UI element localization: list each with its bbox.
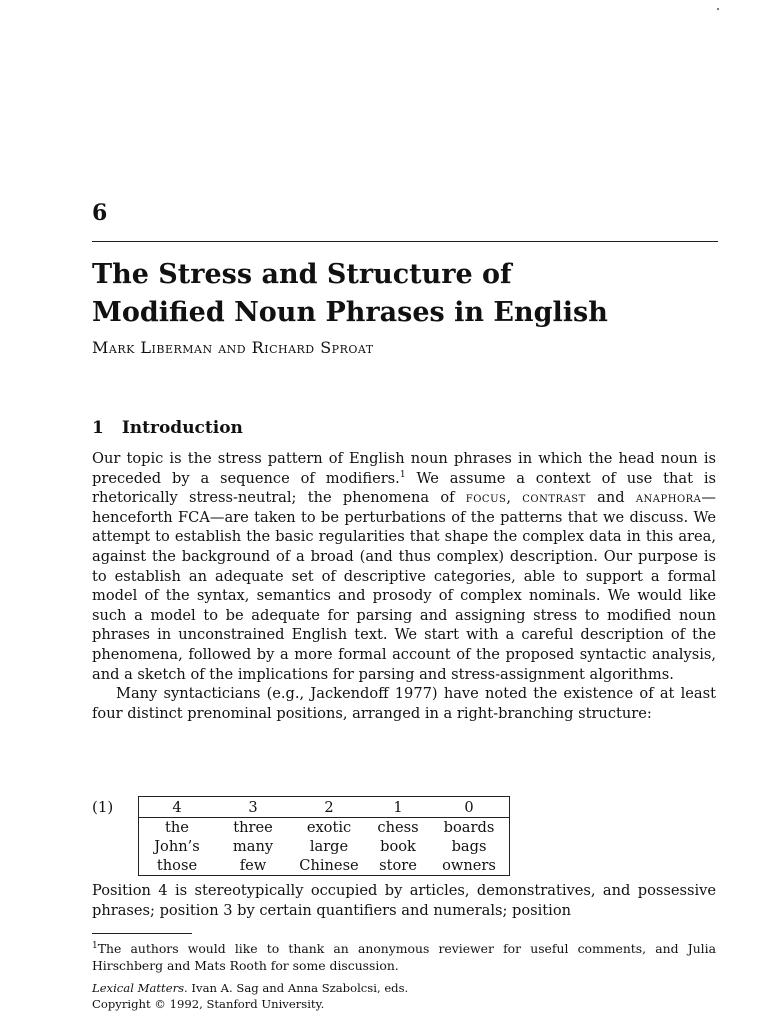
title-line-2: Modified Noun Phrases in English bbox=[92, 297, 608, 328]
source-info bbox=[92, 980, 408, 1012]
header-cell: 1 bbox=[367, 797, 429, 818]
table-cell: those bbox=[156, 857, 198, 874]
position-table bbox=[138, 796, 510, 876]
table-row bbox=[139, 818, 510, 838]
body-text bbox=[92, 449, 716, 723]
footnote-text: The authors would like to thank an anonymous reviewer for useful comments, and Julia Hirschberg and Mats Rooth for some discussion. bbox=[92, 941, 716, 973]
p1-text-a: Our topic is the stress pattern of English noun phrases in which the head noun is preceded by a sequence of modifiers. bbox=[92, 450, 716, 487]
paragraph-2: Many syntacticians (e.g., Jackendoff 1977) have noted the existence of at least four distinct prenominal positions, arranged in a right-branching structure: bbox=[92, 685, 716, 722]
table-cell: chess bbox=[377, 819, 419, 836]
table-cell: Chinese bbox=[299, 857, 359, 874]
table-cell: store bbox=[379, 857, 417, 874]
table-cell: book bbox=[380, 838, 416, 855]
example-label: (1) bbox=[92, 798, 114, 816]
p1-comma: , bbox=[506, 489, 523, 507]
term-focus: focus bbox=[465, 489, 507, 507]
p1-text-c: —henceforth FCA—are taken to be perturbations of the patterns that we discuss. We attempt to establish the basic regularities that shape the complex data in this area, against the background of a broad (and thus complex) description. Our purpose is to establish an adequate set of descriptive categories, able to support a formal model of the syntax, semantics and prosody of complex nominals. We would like such a model to be adequate for parsing and assigning stress to modified noun phrases in unconstrained English text. We start with a careful description of the phenomena, followed by a more formal account of the proposed syntactic analysis, and a sketch of the implications for parsing and stress-assignment algorithms. bbox=[92, 489, 716, 683]
section-number: 1 bbox=[92, 418, 104, 438]
footnote-rule bbox=[92, 933, 192, 934]
section-heading bbox=[92, 418, 243, 438]
table-header-row bbox=[139, 797, 510, 818]
header-cell: 3 bbox=[215, 797, 291, 818]
paragraph-1 bbox=[92, 449, 716, 684]
chapter-number: 6 bbox=[92, 200, 108, 226]
table-cell: John’s bbox=[154, 838, 200, 855]
book-title: Lexical Matters. bbox=[92, 981, 188, 995]
header-cell: 2 bbox=[291, 797, 367, 818]
section-title: Introduction bbox=[121, 418, 243, 438]
table-cell: owners bbox=[442, 857, 496, 874]
table-cell: exotic bbox=[306, 819, 352, 836]
scan-speck bbox=[717, 8, 719, 10]
table-cell: three bbox=[233, 819, 273, 836]
footnote-mark: 1 bbox=[92, 940, 98, 951]
header-cell: 0 bbox=[429, 797, 510, 818]
p1-and: and bbox=[585, 489, 636, 507]
title-line-1: The Stress and Structure of bbox=[92, 259, 512, 290]
footnote bbox=[92, 940, 716, 974]
copyright: Copyright © 1992, Stanford University. bbox=[92, 997, 325, 1011]
p1-text-b: We assume a context of use that is rhetorically stress-neutral; the phenomena of bbox=[92, 469, 717, 507]
header-cell: 4 bbox=[139, 797, 216, 818]
table-row bbox=[139, 856, 510, 876]
editors: Ivan A. Sag and Anna Szabolcsi, eds. bbox=[187, 981, 409, 995]
table-cell: large bbox=[309, 838, 349, 855]
table-row bbox=[139, 837, 510, 856]
term-anaphora: anaphora bbox=[635, 489, 702, 507]
authors: Mark Liberman and Richard Sproat bbox=[92, 338, 374, 357]
table-cell: few bbox=[239, 857, 267, 874]
table-cell: bags bbox=[451, 838, 487, 855]
chapter-rule bbox=[92, 241, 718, 242]
table-cell: boards bbox=[443, 819, 495, 836]
paragraph-3: Position 4 is stereotypically occupied by articles, demonstratives, and possessive phrases; position 3 by certain quantifiers and numerals; position bbox=[92, 882, 716, 919]
footnote-ref: 1 bbox=[399, 469, 406, 480]
term-contrast: contrast bbox=[522, 489, 586, 507]
source-line-1 bbox=[92, 980, 408, 996]
chapter-title bbox=[92, 256, 718, 332]
table-cell: the bbox=[165, 819, 189, 836]
table-cell: many bbox=[232, 838, 274, 855]
